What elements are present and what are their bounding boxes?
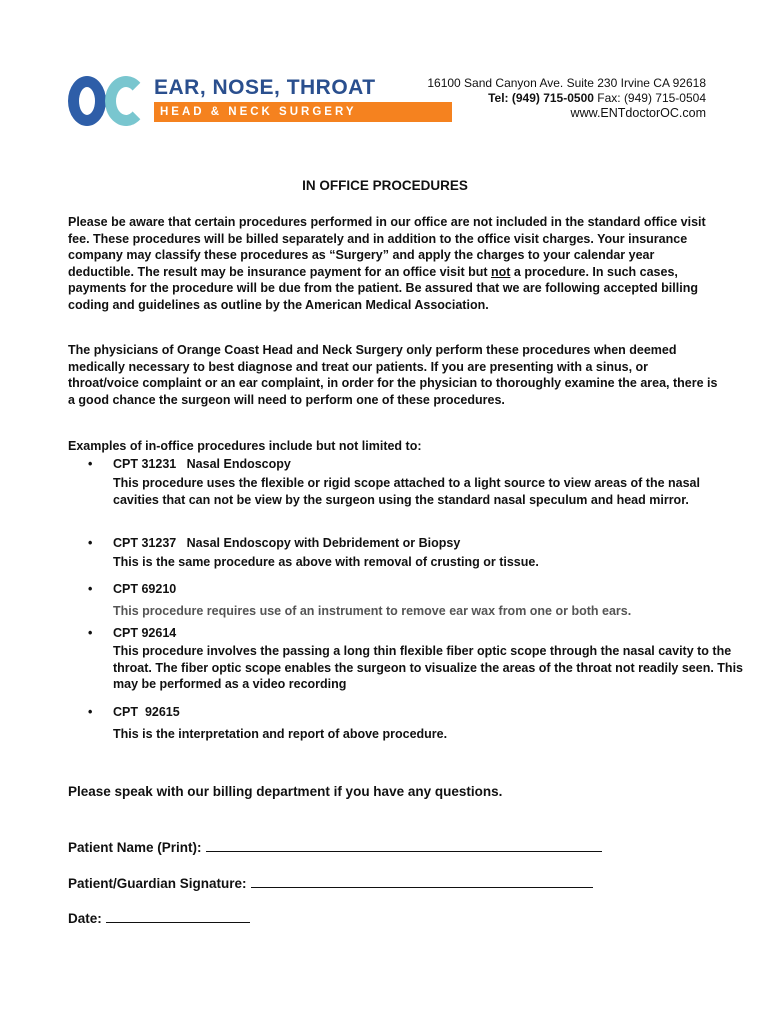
bullet-marker: • (88, 582, 93, 596)
street-address: 16100 Sand Canyon Ave. Suite 230 Irvine CA 92618 (427, 76, 706, 90)
para1-before: Please be aware that certain procedures performed in our office are not included in the standard office visit fee. These procedures will be billed separately and in addition to the office visit charges. Your insurance company may classify these procedures as “Surgery” and apply the charges to your calendar year deductible. The result may be insurance payment for an office visit but (68, 215, 706, 279)
procedure-heading: CPT 92615 (113, 705, 180, 719)
logo-bar-text: HEAD & NECK SURGERY (154, 102, 452, 122)
procedure-heading: CPT 31237 Nasal Endoscopy with Debridement or Biopsy (113, 536, 461, 550)
para1-after: a procedure. In such cases, payments for the procedure will be due from the patient. Be assured that we are following accepted billing coding and guidelines as outline by the American Medical Association. (68, 264, 698, 312)
signature-field (68, 873, 593, 891)
procedure-heading: CPT 92614 (113, 626, 177, 640)
procedure-description: This procedure requires use of an instrument to remove ear wax from one or both ears. (113, 604, 632, 618)
procedure-heading: CPT 31231 Nasal Endoscopy (113, 457, 291, 471)
patient-name-field (68, 837, 602, 855)
physicians-paragraph: The physicians of Orange Coast Head and Neck Surgery only perform these procedures when deemed medically necessary to best diagnose and treat our patients. If you are presenting with a sinus, or throat/voice complaint or an ear complaint, in order for the physician to thoroughly examine the area, there is a good chance the surgeon will need to perform one of these procedures. (68, 343, 718, 407)
para1-underlined: not (491, 264, 511, 279)
logo-top-text: EAR, NOSE, THROAT (154, 76, 376, 99)
patient-name-line[interactable] (206, 837, 602, 852)
address-block (427, 76, 706, 121)
company-logo (68, 72, 388, 128)
procedure-description: This is the same procedure as above with removal of crusting or tissue. (113, 555, 539, 569)
signature-line[interactable] (251, 873, 593, 888)
procedure-heading: CPT 69210 (113, 582, 177, 596)
fax-number: Fax: (949) 715-0504 (597, 91, 706, 105)
tel-number: Tel: (949) 715-0500 (488, 91, 594, 105)
bullet-marker: • (88, 536, 93, 550)
procedure-description: This is the interpretation and report of above procedure. (113, 727, 448, 741)
phone-line (427, 91, 706, 106)
logo-o-mark (68, 76, 106, 126)
page-title: IN OFFICE PROCEDURES (302, 178, 468, 193)
date-field (68, 908, 250, 926)
procedure-description: This procedure involves the passing a long thin flexible fiber optic scope through the nasal cavity to the throat. The fiber optic scope enables the surgeon to visualize the areas of the throat not readily seen. This may be performed as a video recording (113, 644, 743, 691)
billing-notice-paragraph (68, 214, 718, 313)
examples-intro: Examples of in-office procedures include but not limited to: (68, 439, 422, 453)
procedure-description: This procedure uses the flexible or rigid scope attached to a light source to view areas of the nasal cavities that can not be view by the surgeon using the standard nasal speculum and head mirror. (113, 476, 700, 507)
closing-note: Please speak with our billing department if you have any questions. (68, 784, 503, 799)
bullet-marker: • (88, 457, 93, 471)
website-link[interactable]: www.ENTdoctorOC.com (570, 106, 706, 120)
bullet-marker: • (88, 705, 93, 719)
bullet-marker: • (88, 626, 93, 640)
date-line[interactable] (106, 908, 250, 923)
patient-name-label: Patient Name (Print): (68, 840, 202, 855)
signature-label: Patient/Guardian Signature: (68, 876, 247, 891)
date-label: Date: (68, 911, 102, 926)
logo-c-mark (105, 76, 147, 126)
